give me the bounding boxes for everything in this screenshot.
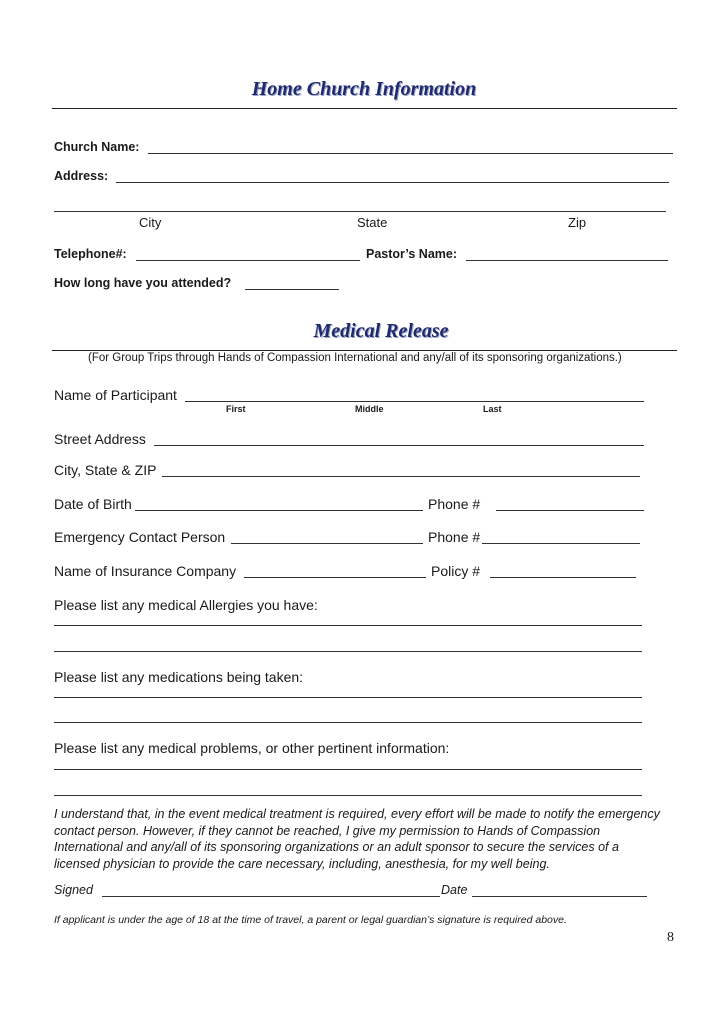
address-field[interactable] bbox=[116, 182, 669, 183]
emergency-phone-field[interactable] bbox=[482, 543, 640, 544]
attended-label: How long have you attended? bbox=[54, 276, 232, 290]
first-name-label: First bbox=[226, 404, 246, 414]
allergies-line-1[interactable] bbox=[54, 625, 642, 626]
middle-name-label: Middle bbox=[355, 404, 384, 414]
pastor-label: Pastor’s Name: bbox=[366, 247, 458, 261]
telephone-label: Telephone#: bbox=[54, 247, 127, 261]
problems-line-2[interactable] bbox=[54, 795, 642, 796]
signature-field[interactable] bbox=[102, 896, 440, 897]
date-label: Date bbox=[441, 883, 468, 897]
city-label: City bbox=[139, 215, 162, 230]
date-field[interactable] bbox=[472, 896, 647, 897]
home-church-heading: Home Church Information bbox=[251, 78, 477, 100]
minor-note: If applicant is under the age of 18 at the time of travel, a parent or legal guardian’s signature is required above. bbox=[54, 914, 567, 926]
church-name-field[interactable] bbox=[148, 153, 673, 154]
address-line2-field[interactable] bbox=[54, 211, 666, 212]
heading-divider bbox=[52, 108, 677, 109]
state-label: State bbox=[357, 215, 388, 230]
insurance-field[interactable] bbox=[244, 577, 426, 578]
medications-line-1[interactable] bbox=[54, 697, 642, 698]
allergies-line-2[interactable] bbox=[54, 651, 642, 652]
allergies-label: Please list any medical Allergies you have: bbox=[54, 597, 318, 613]
signed-label: Signed bbox=[54, 883, 93, 897]
policy-label: Policy # bbox=[431, 563, 481, 579]
phone-label: Phone # bbox=[428, 496, 481, 512]
medical-release-heading: Medical Release bbox=[313, 320, 449, 342]
last-name-label: Last bbox=[483, 404, 502, 414]
church-name-label: Church Name: bbox=[54, 140, 140, 154]
policy-field[interactable] bbox=[490, 577, 636, 578]
telephone-field[interactable] bbox=[136, 260, 360, 261]
emergency-contact-field[interactable] bbox=[231, 543, 423, 544]
pastor-field[interactable] bbox=[466, 260, 668, 261]
street-field[interactable] bbox=[154, 445, 644, 446]
participant-field[interactable] bbox=[185, 401, 644, 402]
address-label: Address: bbox=[54, 169, 109, 183]
problems-label: Please list any medical problems, or other pertinent information: bbox=[54, 740, 450, 756]
phone-field[interactable] bbox=[496, 510, 644, 511]
emergency-contact-label: Emergency Contact Person bbox=[54, 529, 226, 545]
participant-label: Name of Participant bbox=[54, 387, 177, 403]
medical-subtitle: (For Group Trips through Hands of Compassion International and any/all of its sponsoring organizations.) bbox=[88, 352, 622, 364]
insurance-label: Name of Insurance Company bbox=[54, 563, 237, 579]
emergency-phone-label: Phone # bbox=[428, 529, 481, 545]
medications-line-2[interactable] bbox=[54, 722, 642, 723]
attended-field[interactable] bbox=[245, 289, 339, 290]
consent-paragraph: I understand that, in the event medical treatment is required, every effort will be made to notify the emergency contact person. However, if they cannot be reached, I give my permission to Hands of Compassion International and any/all of its sponsoring organizations or an adult sponsor to secure the services of a licensed physician to provide the care necessary, including, anesthesia, for my well being. bbox=[54, 807, 660, 871]
street-label: Street Address bbox=[54, 431, 146, 447]
medications-label: Please list any medications being taken: bbox=[54, 669, 304, 685]
problems-line-1[interactable] bbox=[54, 769, 642, 770]
dob-label: Date of Birth bbox=[54, 496, 132, 512]
dob-field[interactable] bbox=[135, 510, 423, 511]
zip-label: Zip bbox=[568, 215, 587, 230]
medical-divider bbox=[52, 350, 677, 351]
page-number: 8 bbox=[667, 930, 674, 945]
city-state-zip-field[interactable] bbox=[162, 476, 640, 477]
city-state-zip-label: City, State & ZIP bbox=[54, 462, 157, 478]
